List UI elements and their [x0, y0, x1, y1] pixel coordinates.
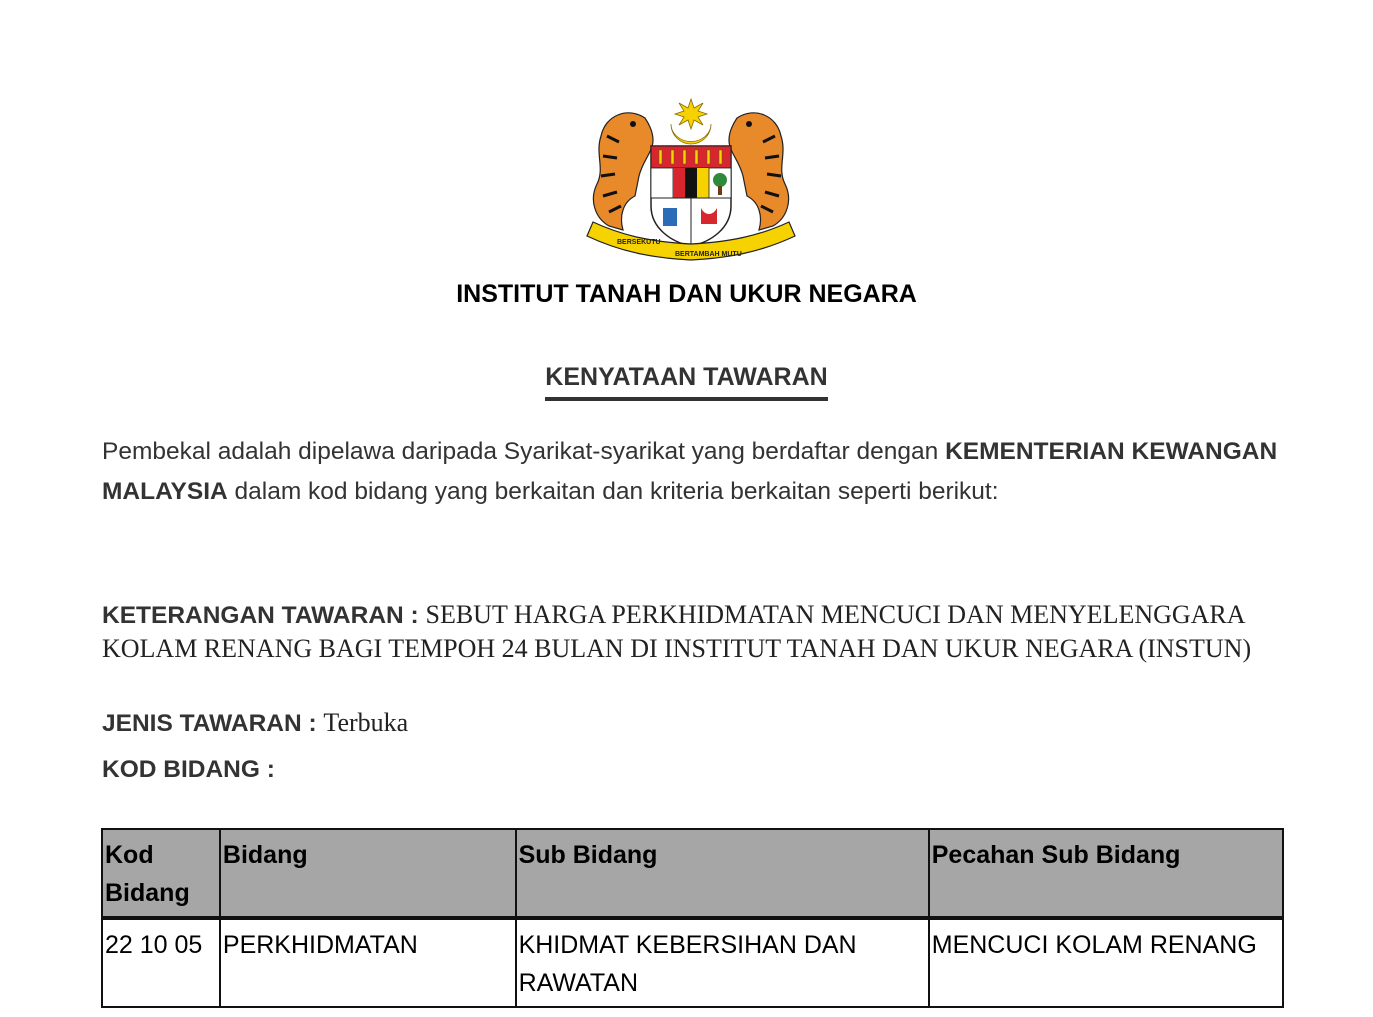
cell-bidang: PERKHIDMATAN	[220, 918, 516, 1007]
cell-kod-bidang: 22 10 05	[102, 918, 220, 1007]
keterangan-label: KETERANGAN TAWARAN :	[102, 602, 426, 629]
left-tiger-icon	[593, 113, 653, 230]
banner-text-left: BERSEKUTU	[617, 239, 661, 246]
coat-of-arms-logo	[583, 96, 799, 264]
document-title: KENYATAAN TAWARAN	[545, 363, 827, 401]
jenis-label: JENIS TAWARAN :	[102, 710, 324, 737]
column-header-sub-bidang: Sub Bidang	[516, 829, 929, 918]
ministry-name: KEMENTERIAN KEWANGAN MALAYSIA	[102, 438, 1278, 505]
institution-title: INSTITUT TANAH DAN UKUR NEGARA	[456, 280, 917, 308]
cell-sub-bidang: KHIDMAT KEBERSIHAN DAN RAWATAN	[516, 918, 929, 1007]
table-header-row	[102, 829, 1283, 918]
right-tiger-icon	[729, 113, 789, 230]
kod-bidang-label: KOD BIDANG :	[102, 756, 275, 783]
intro-text-part2: dalam kod bidang yang berkaitan dan kriteria berkaitan seperti berikut:	[227, 478, 999, 505]
banner-text-right: BERTAMBAH MUTU	[675, 251, 742, 258]
cell-pecahan-sub-bidang: MENCUCI KOLAM RENANG	[929, 918, 1283, 1007]
keterangan-value: SEBUT HARGA PERKHIDMATAN MENCUCI DAN MENYELENGGARA KOLAM RENANG BAGI TEMPOH 24 BULAN DI INSTITUT TANAH DAN UKUR NEGARA (INSTUN)	[102, 600, 1252, 663]
column-header-bidang: Bidang	[220, 829, 516, 918]
jenis-tawaran	[102, 708, 408, 738]
shield-icon	[651, 146, 731, 246]
star-icon	[675, 99, 707, 129]
intro-paragraph	[102, 432, 1302, 512]
column-header-kod-bidang: Kod Bidang	[102, 829, 220, 918]
document-title-wrap	[0, 363, 1373, 401]
keterangan-tawaran	[102, 598, 1302, 666]
kod-bidang-table	[101, 828, 1284, 1008]
intro-text-part1: Pembekal adalah dipelawa daripada Syarikat-syarikat yang berdaftar dengan	[102, 438, 946, 465]
jenis-value: Terbuka	[323, 708, 409, 737]
column-header-pecahan-sub-bidang: Pecahan Sub Bidang	[929, 829, 1283, 918]
table-row	[102, 918, 1283, 1007]
